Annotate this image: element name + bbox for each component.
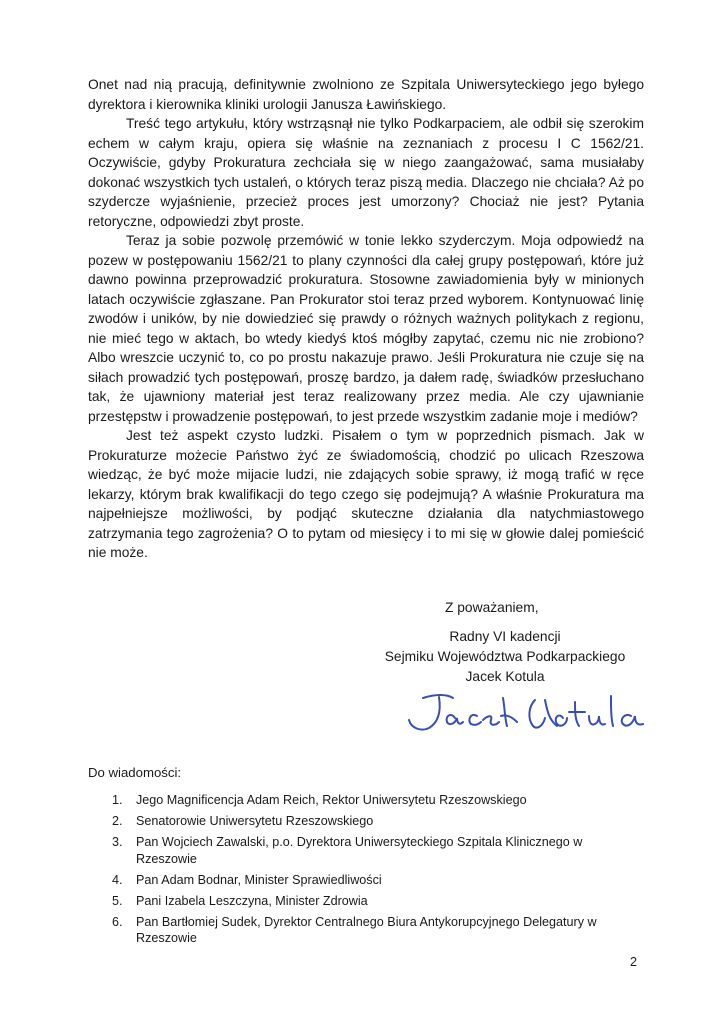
list-item-text: Jego Magnificencja Adam Reich, Rektor Uniwersytetu Rzeszowskiego	[136, 793, 527, 807]
list-item-number: 6.	[112, 914, 123, 929]
list-item	[112, 813, 632, 830]
list-item-number: 4.	[112, 872, 123, 887]
paragraph-2: Treść tego artykułu, który wstrząsnął nie tylko Podkarpaciem, ale odbił się szerokim echem w całym kraju, opiera się właśnie na zeznaniach z procesu I C 1562/21. Oczywiście, gdyby Prokuratura zechciała się w niego zaangażować, sama musiałaby dokonać wszystkich tych ustaleń, o których teraz piszą media. Dlaczego nie chciała? Aż po szydercze wyjaśnienie, przecież proces jest umorzony? Chociaż nie jest? Pytania retoryczne, odpowiedzi zbyt proste.	[88, 116, 644, 229]
list-item-number: 3.	[112, 835, 123, 849]
sender-title: Radny VI kadencji	[449, 629, 561, 644]
paragraph-4: Jest też aspekt czysto ludzki. Pisałem o tym w poprzednich pismach. Jak w Prokuraturze możecie Państwo żyć ze świadomością, chodzić po ulicach Rzeszowa wiedząc, że być może mijacie ludzi, nie zdających sobie sprawy, iż mogą trafić w ręce lekarzy, którym brak kwalifikacji do tego czego się podejmują? A właśnie Prokuratura ma najpełniejsze możliwości, by podjąć skuteczne działania dla natychmiastowego zatrzymania tego zagrożenia? O to pytam od miesięcy i to mi się w głowie dalej pomieścić nie może.	[88, 428, 644, 560]
list-item-text: Senatorowie Uniwersytetu Rzeszowskiego	[136, 814, 374, 828]
list-item-text: Pani Izabela Leszczyna, Minister Zdrowia	[136, 893, 368, 908]
list-item	[112, 792, 632, 809]
list-item-number: 5.	[112, 893, 123, 908]
list-item-text: Pan Wojciech Zawalski, p.o. Dyrektora Uniwersyteckiego Szpitala Klinicznego w Rzeszowie	[136, 835, 583, 866]
distribution-list	[112, 792, 632, 951]
list-item	[112, 834, 632, 867]
page-number: 2	[630, 955, 638, 969]
paragraph-1: Onet nad nią pracują, definitywnie zwolniono ze Szpitala Uniwersyteckiego jego byłego dyrektora i kierownika kliniki urologii Janusza Ławińskiego.	[88, 77, 644, 112]
closing-block	[360, 598, 650, 687]
distribution-title: Do wiadomości:	[88, 765, 182, 780]
salutation: Z poważaniem,	[445, 600, 539, 615]
list-item-number: 2.	[112, 814, 123, 828]
list-item	[112, 914, 632, 947]
list-item-text: Pan Adam Bodnar, Minister Sprawiedliwości	[136, 872, 382, 887]
sender-name: Jacek Kotula	[465, 669, 545, 684]
list-item	[112, 872, 632, 889]
handwritten-signature	[395, 688, 655, 736]
list-item-number: 1.	[112, 793, 123, 807]
list-item-text: Pan Bartłomiej Sudek, Dyrektor Centralnego Biura Antykorupcyjnego Delegatury w Rzeszowie	[136, 914, 597, 945]
list-item	[112, 893, 632, 910]
paragraph-3: Teraz ja sobie pozwolę przemówić w tonie lekko szyderczym. Moja odpowiedź na pozew w postępowaniu 1562/21 to plany czynności dla całej grupy postępowań, które już dawno powinna przeprowadzić prokuratura. Stosowne zawiadomienia były w minionych latach oczywiście zgłaszane. Pan Prokurator stoi teraz przed wyborem. Kontynuować linię zwodów i uników, by nie dowiedzieć się prawdy o różnych ważnych politykach z regionu, nie mieć tego w aktach, bo wtedy kiedyś ktoś mógłby zapytać, czemu nic nie zrobiono? Albo wreszcie uczynić to, co po prostu nakazuje prawo. Jeśli Prokuratura nie czuje się na siłach prowadzić tych postępowań, proszę bardzo, ja dałem radę, świadków przesłuchano tak, że ujawniony materiał jest teraz realizowany przez media. Ale czy ujawnianie przestępstw i prowadzenie postępowań, to jest przede wszystkim zadanie moje i mediów?	[88, 233, 644, 424]
letter-body	[88, 75, 644, 563]
sender-institution: Sejmiku Województwa Podkarpackiego	[384, 649, 626, 664]
